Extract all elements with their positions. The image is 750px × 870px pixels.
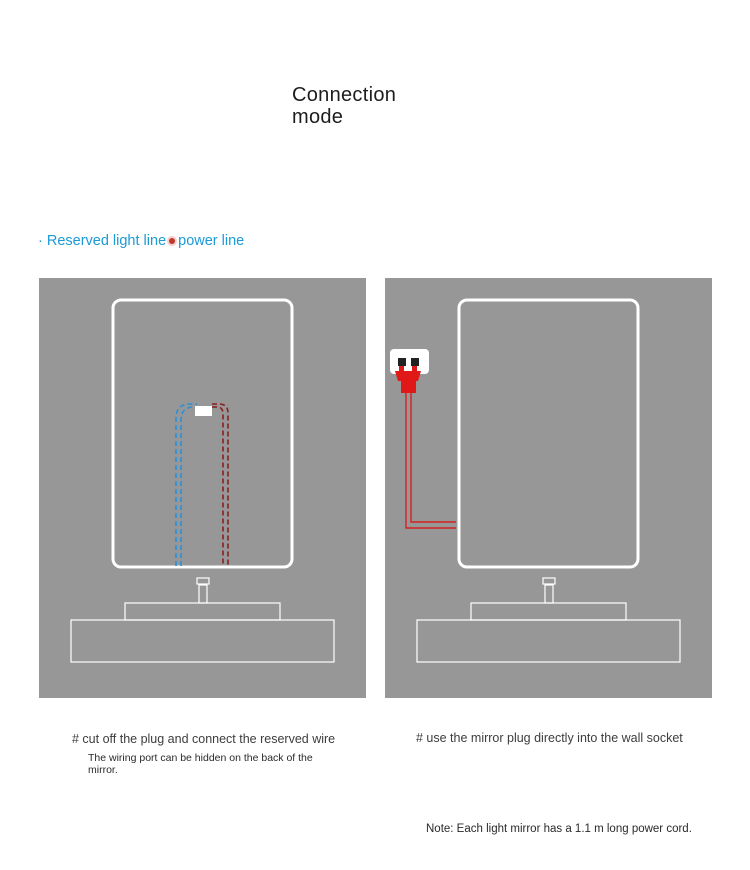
wall-socket xyxy=(390,349,429,374)
power-cord-inner xyxy=(411,393,456,522)
socket-hole-right xyxy=(411,358,419,366)
socket-hole-left xyxy=(398,358,406,366)
faucet-stem xyxy=(199,585,207,603)
vanity-cabinet xyxy=(71,620,334,662)
brown-dashed-wire-inner xyxy=(212,404,228,566)
wall-plug-diagram xyxy=(385,278,712,698)
reserved-wire-diagram xyxy=(39,278,366,698)
red-dot-separator-icon xyxy=(169,238,175,244)
blue-dashed-wire xyxy=(181,407,197,566)
diagram-panel-reserved-wire xyxy=(39,278,366,698)
basin-top xyxy=(471,603,626,620)
faucet-cap xyxy=(543,578,555,584)
page-title xyxy=(292,84,432,128)
title-line-2: mode xyxy=(292,106,344,128)
reserved-light-line-label: Reserved light line xyxy=(46,233,167,249)
vanity-cabinet xyxy=(417,620,680,662)
power-line-label: power line xyxy=(178,233,245,249)
power-cord-note: Note: Each light mirror has a 1.1 m long power cord. xyxy=(426,823,692,835)
wiring-connector xyxy=(195,406,212,416)
section-heading xyxy=(38,233,244,249)
faucet-cap xyxy=(197,578,209,584)
caption-reserved-wire: # cut off the plug and connect the reserved wire xyxy=(72,732,336,746)
bullet-dot: · xyxy=(38,233,43,249)
diagram-panel-wall-plug xyxy=(385,278,712,698)
caption-reserved-wire-detail: The wiring port can be hidden on the back of the mirror. xyxy=(88,752,313,776)
caption-wall-plug: # use the mirror plug directly into the wall socket xyxy=(416,731,683,745)
mirror-frame xyxy=(459,300,638,567)
title-line-1: Connection xyxy=(292,84,397,106)
blue-dashed-wire-inner xyxy=(176,404,197,566)
faucet-stem xyxy=(545,585,553,603)
brown-dashed-wire xyxy=(212,407,223,566)
basin-top xyxy=(125,603,280,620)
mirror-frame xyxy=(113,300,292,567)
power-cord xyxy=(406,393,456,528)
